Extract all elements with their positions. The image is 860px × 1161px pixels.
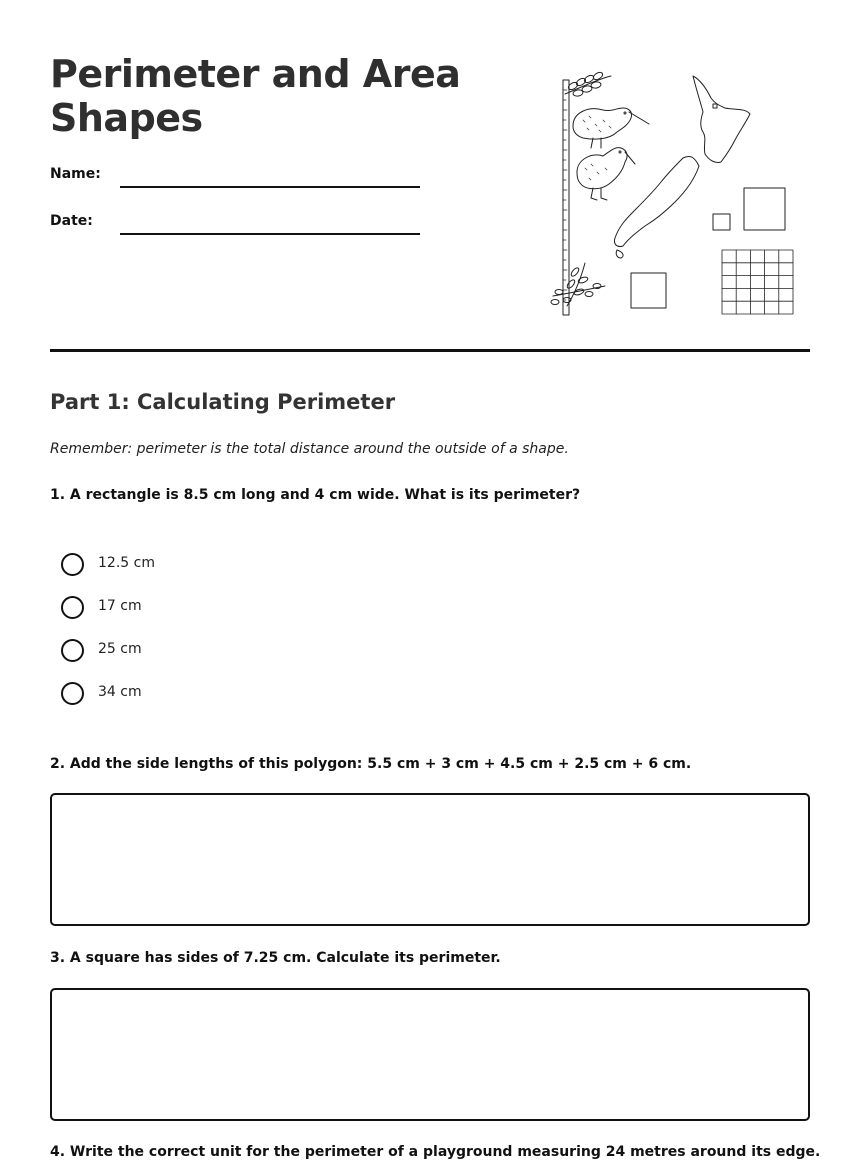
fern-leaf-icon	[565, 71, 611, 97]
option-3[interactable]	[60, 638, 360, 681]
part1-reminder: Remember: perimeter is the total distance around the outside of a shape.	[50, 441, 569, 457]
kiwi-bird-icon	[573, 108, 649, 148]
question-4: 4. Write the correct unit for the perimeter of a playground measuring 24 metres around its edge.	[50, 1144, 821, 1160]
question-2: 2. Add the side lengths of this polygon: 5.5 cm + 3 cm + 4.5 cm + 2.5 cm + 6 cm.	[50, 756, 692, 772]
option-label: 17 cm	[98, 598, 142, 614]
radio-button[interactable]	[61, 553, 84, 576]
option-label: 12.5 cm	[98, 555, 155, 571]
radio-button[interactable]	[61, 596, 84, 619]
square-icon	[631, 188, 785, 308]
option-4[interactable]	[60, 681, 360, 724]
section-divider	[50, 349, 810, 352]
grid-icon	[722, 250, 793, 314]
option-2[interactable]	[60, 595, 360, 638]
date-label: Date:	[50, 213, 93, 229]
date-field[interactable]	[120, 233, 420, 235]
question-2-answer-box[interactable]	[50, 793, 810, 926]
radio-button[interactable]	[61, 682, 84, 705]
part1-heading: Part 1: Calculating Perimeter	[50, 390, 396, 414]
worksheet-title: Perimeter and Area Shapes	[50, 52, 461, 140]
question-1: 1. A rectangle is 8.5 cm long and 4 cm wide. What is its perimeter?	[50, 487, 581, 503]
kiwi-bird-icon	[577, 148, 635, 200]
option-1[interactable]	[60, 552, 360, 595]
worksheet-illustration	[545, 68, 800, 320]
question-1-options	[60, 552, 360, 724]
name-label: Name:	[50, 166, 101, 182]
new-zealand-map-icon	[614, 76, 750, 258]
radio-button[interactable]	[61, 639, 84, 662]
question-3: 3. A square has sides of 7.25 cm. Calculate its perimeter.	[50, 950, 501, 966]
question-3-answer-box[interactable]	[50, 988, 810, 1121]
option-label: 25 cm	[98, 641, 142, 657]
name-field[interactable]	[120, 186, 420, 188]
ruler-icon	[563, 80, 569, 315]
option-label: 34 cm	[98, 684, 142, 700]
fern-leaf-icon	[551, 263, 605, 306]
